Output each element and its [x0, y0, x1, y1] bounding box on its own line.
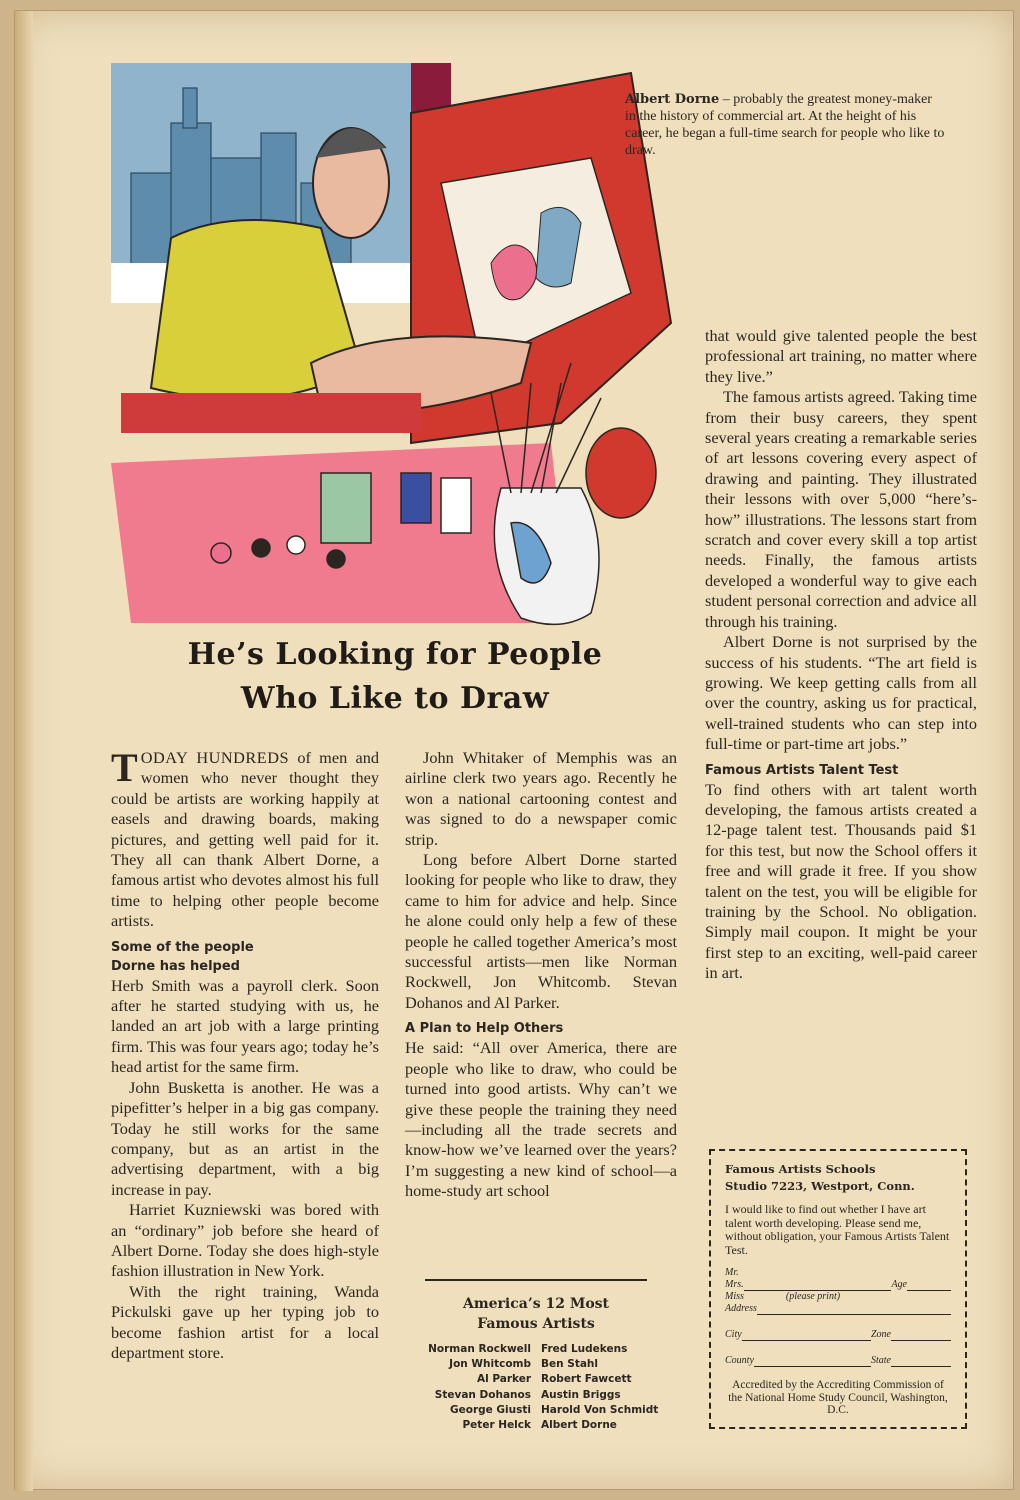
caption-name: Albert Dorne — [625, 92, 720, 107]
please-print-note: (please print) — [785, 1291, 841, 1302]
artist-name: Norman Rockwell — [428, 1343, 531, 1355]
col3-paragraph-4: To find others with art talent worth developing, the famous artists created a 12-page talent test. Thousands paid $1 for this test, but now the School offers it free and will grade it free. If you show talent on the test, you will be eligible for training by the School. No obligation. Simply mail coupon. It might be your first step to an exciting, well-paid career in art. — [705, 779, 977, 983]
state-line[interactable] — [891, 1355, 951, 1367]
lead-words: ODAY HUNDREDS — [140, 748, 290, 767]
coupon-body: I would like to find out whether I have art talent worth developing. Please send me, without obligation, your Famous Artists Talent Test. — [725, 1202, 950, 1257]
address-row[interactable] — [725, 1303, 951, 1315]
state-label: State — [871, 1355, 891, 1366]
artist-name: Ben Stahl — [541, 1358, 598, 1371]
albert-dorne-illustration — [111, 63, 691, 635]
col2-paragraph-1: John Whitaker of Memphis was an airline clerk two years ago. Recently he won a national cartooning contest and was signed to do a newspaper comic strip. — [405, 748, 677, 849]
artist-name: Austin Briggs — [541, 1388, 621, 1401]
zone-line[interactable] — [891, 1329, 951, 1341]
famous-title-1: America’s 12 Most — [462, 1296, 610, 1312]
col1-paragraph-2: Herb Smith was a payroll clerk. Soon after he started studying with us, he landed an art job with a large printing firm. This was four years ago; today he’s head artist for the same firm. — [111, 975, 379, 1077]
headline-line-1: He’s Looking for People — [187, 637, 603, 672]
subhead-line-2: Dorne has helped — [111, 958, 240, 974]
subhead-plan: A Plan to Help Others — [405, 1021, 564, 1037]
miss-label: Miss — [725, 1291, 744, 1302]
headline — [135, 633, 655, 721]
age-line[interactable] — [907, 1279, 951, 1291]
city-label: City — [725, 1329, 742, 1340]
illustration-caption — [625, 91, 945, 159]
subhead-people-helped — [111, 938, 379, 976]
col2-paragraph-3: He said: “All over America, there are people who like to draw, who could be turned into good artists. Why can’t we give these people the training they need—including all the trade secrets and know-how we’ve learned over the years? I’m suggesting a new kind of school—a home-study art school — [405, 1038, 677, 1201]
address-label: Address — [725, 1303, 757, 1314]
artist-name: Jon Whitcomb — [449, 1358, 531, 1371]
mr-label: Mr. — [725, 1267, 739, 1278]
coupon-address-1: Famous Artists Schools — [725, 1162, 876, 1176]
artist-name: George Giusti — [450, 1403, 531, 1416]
name-line[interactable] — [744, 1279, 892, 1291]
artist-name: Al Parker — [476, 1373, 531, 1386]
famous-title-2: Famous Artists — [477, 1316, 595, 1332]
col3-paragraph-2: The famous artists agreed. Taking time from their busy careers, they spent several years creating a remarkable series of art lessons covering every aspect of drawing and painting. They illustrated their lessons with over 5,000 “here’s-how” illustrations. The lessons start from scratch and cover every skill a top artist needs. Finally, the famous artists developed a wonderful way to give each student personal correction and advice all through his training. — [705, 387, 977, 631]
artist-name: Robert Fawcett — [541, 1373, 632, 1386]
city-zone-row[interactable] — [725, 1329, 951, 1341]
mrs-label: Mrs. — [725, 1279, 744, 1290]
famous-artists-list — [395, 1294, 677, 1433]
address-line[interactable] — [757, 1303, 951, 1315]
age-label: Age — [891, 1279, 907, 1290]
zone-label: Zone — [871, 1329, 891, 1340]
col1-paragraph-5: With the right training, Wanda Pickulski gave up her typing job to become fashion artist for a local department store. — [111, 1281, 379, 1362]
article-column-2 — [405, 748, 677, 1202]
subhead-talent-test: Famous Artists Talent Test — [705, 762, 899, 778]
mail-coupon[interactable] — [709, 1149, 967, 1429]
divider-rule — [425, 1279, 647, 1281]
subhead-line-1: Some of the people — [111, 939, 254, 955]
caption-text: – probably the greatest money-maker in the history of commercial art. At the height of his career, he began a full-time search for people who like to draw. — [625, 92, 945, 158]
headline-line-2: Who Like to Draw — [240, 681, 550, 716]
miss-row — [725, 1291, 951, 1303]
artist-name: Peter Helck — [462, 1419, 531, 1432]
artist-name: Fred Ludekens — [541, 1343, 628, 1355]
col1-paragraph-1: of men and women who never thought they could be artists are working happily at easels and drawing boards, making pictures, and getting well paid for it. They all can thank Albert Dorne, a famous artist who devotes almost his full time to helping other people become artists. — [111, 748, 380, 931]
comic-ad-page — [14, 10, 1014, 1490]
county-label: County — [725, 1355, 754, 1366]
name-age-row[interactable] — [725, 1279, 951, 1291]
col3-paragraph-1: that would give talented people the best professional art training, no matter where they live.” — [705, 326, 977, 386]
col3-paragraph-3: Albert Dorne is not surprised by the success of his students. “The art field is growing. We keep getting calls from all over the country, asking us for practical, well-trained students who can step into full-time or part-time art jobs.” — [705, 632, 977, 754]
city-line[interactable] — [742, 1329, 871, 1341]
coupon-address-2: Studio 7223, Westport, Conn. — [725, 1179, 915, 1193]
county-state-row[interactable] — [725, 1355, 951, 1367]
accreditation-note: Accredited by the Accrediting Commission of the National Home Study Council, Washington, D.C. — [728, 1379, 948, 1416]
drop-cap: T — [111, 745, 138, 790]
page-spine-edge — [15, 11, 33, 1491]
article-column-1 — [111, 745, 380, 1363]
col1-paragraph-3: John Busketta is another. He was a pipefitter’s helper in a big gas company. Today he still works for the same company, but as an artist in the advertising department, with a big increase in pay. — [111, 1077, 379, 1199]
county-line[interactable] — [754, 1355, 871, 1367]
col1-paragraph-4: Harriet Kuzniewski was bored with an “ordinary” job before she heard of Albert Dorne. Today she does high-style fashion illustration in New York. — [111, 1200, 379, 1281]
artist-name: Albert Dorne — [541, 1419, 617, 1432]
artist-name: Harold Von Schmidt — [541, 1403, 659, 1416]
article-column-3 — [705, 326, 977, 984]
artist-name: Stevan Dohanos — [434, 1388, 531, 1401]
col2-paragraph-2: Long before Albert Dorne started looking for people who like to draw, they came to him for advice and help. Since he alone could only help a few of these people he called together America’s most successful artists—men like Norman Rockwell, Jon Whitcomb. Stevan Dohanos and Al Parker. — [405, 850, 677, 1012]
artist-names — [395, 1342, 677, 1433]
